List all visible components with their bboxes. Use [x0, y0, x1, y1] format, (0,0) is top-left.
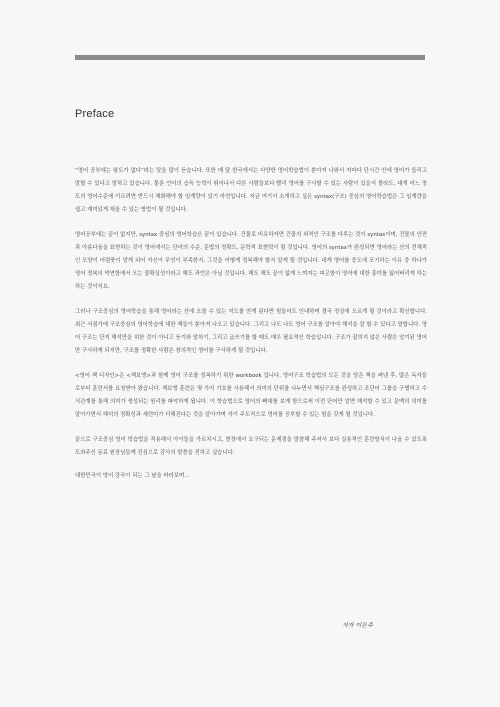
- paragraph-5: 끝으로 구조중심 영어 학습법을 적용해서 아이들을 가르치시고, 현장에서 요구되는 문제점을 말씀해 주셔서 보다 실용적인 훈련방식이 나올 수 있도록 도와주신 동료 원장님들께 진심으로 감사의 말씀을 전하고 싶습니다.: [75, 437, 427, 456]
- author-signature: 저자 이은주: [342, 622, 373, 629]
- paragraph-1: “영어 공부에는 왕도가 없다”라는 말을 많이 듣습니다. 또한 매 달 한국에서는 다양한 영어학습법이 쏟아져 나와서 저마다 단시간 안에 영어가 들리고 말할 수 있다고 말하고 있습니다. 물론 언어의 습득 능력이 뛰어나서 다른 사람들보다 빨리 영어를 구사할 수 있는 사람이 있을지 몰라도, 대개 어느 정도의 영어수준에 이르려면 반드시 체화해야 할 임계량이 있기 마련입니다. 지금 여기서 소개하고 싶은 syntax(구조) 중심의 영어학습법은 그 임계량을 쉽고 재미있게 채울 수 있는 방법이 될 것입니다.: [75, 168, 427, 213]
- top-divider-rule: [75, 55, 425, 60]
- preface-body: [75, 165, 427, 495]
- page-title: Preface: [75, 108, 115, 120]
- paragraph-closing: 대한민국이 영어 강국이 되는 그 날을 바라보며…: [75, 473, 190, 479]
- paragraph-3: 그러나 구조중심의 영어학습을 통해 영어라는 산에 오를 수 있는 지도를 얻게 된다면 힘들어도 인내하며 결국 정상에 오르게 될 것이라고 확신합니다. 최근 서점가에 구조중심의 영어학습에 대한 책들이 쏟아져 나오고 있습니다. 그리고 나도 나도 영어 구조를 알아야 해석을 잘 할 수 있다고 말합니다. 영어 구조는 단지 해석만을 위한 것이 아니고 듣기와 말하기, 그리고 글쓰기를 할 때도 매우 필요적인 학습입니다. 구조가 잡히지 않은 사람은 암기된 영어만 구사하게 되지만, 구조를 정확한 사람은 창의적인 영어를 구사하게 될 것입니다.: [75, 309, 427, 354]
- paragraph-4: <영어 책 디자인>은 <책보엥>과 함께 영어 구조를 정복하기 위한 workbook 입니다. 영어구조 학습법의 모든 것을 담은 책을 펴낸 후, 많은 독자들로부터 훈련서를 요청받아 왔습니다. 책보엥 훈련은 몇 가지 기호를 사용해서 의미의 단위를 나누면서 핵심구조를 완성하고 조단어 그룹을 구별하고 수식관계를 통해 의미가 생성되는 원리를 파악하게 됩니다. 이 학습법으로 영어의 뼈대를 보게 함으로써 이전 단어만 알면 해석할 수 있고 문맥의 의미를 알아가면서 해석의 정확성과 세련미가 더해진다는 것을 알아가며 자기 주도적으로 영어를 공부할 수 있는 힘을 갖게 될 것입니다.: [75, 373, 427, 418]
- paragraph-2: 영어공부에는 끝이 없지만, syntax 중심의 영어학습은 끝이 있습니다. 건물로 비유하자면 건물의 외적인 구조를 다루는 것이 syntax이며, 건물의 안전과 아름다움을 표현하는 것이 영어에서는 단어의 수준, 문법의 정확도, 문학적 표현력이 될 것입니다. 영어의 syntax가 완성되면 영어라는 산의 전체적인 모양이 어렴풋이 말게 되어 자신이 무엇이 부족한지, 그것을 어떻게 정복해야 할지 알게 될 것입니다. 대개 영어를 중도에 포기하는 이유 중 하나가 영어 정복의 막연함에서 오는 불확실성이라고 해도 과언은 아닐 것입니다. 해도 해도 끝이 없게 느껴지는 피곤함이 영어에 대한 흥미를 잃어버리게 하는 하는 것이지요.: [75, 232, 427, 290]
